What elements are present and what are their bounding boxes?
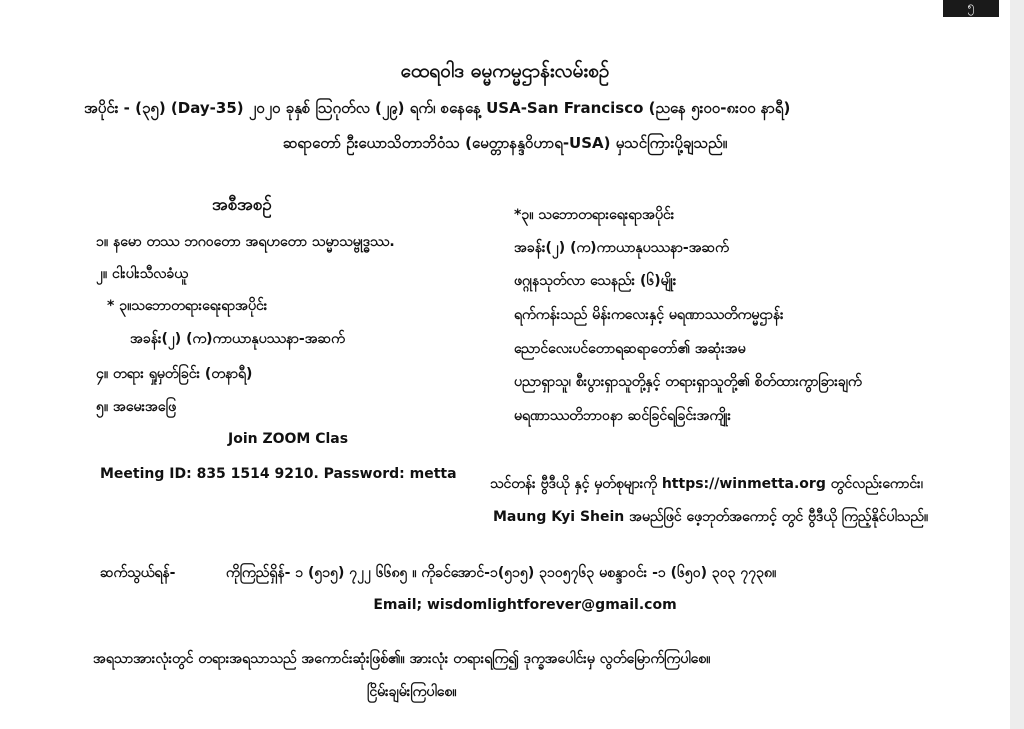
- agenda-item: ၄။ တရား ရှုမှတ်ခြင်း (တနာရီ): [96, 366, 253, 382]
- dhamma-line: ပညာရှာသူ၊ စီးပွားရှာသူတို့နှင့် တရားရှာသူတို့၏ စိတ်ထားကွာခြားချက်: [514, 374, 862, 390]
- agenda-item: ၅။ အမေးအဖြေ: [96, 399, 177, 415]
- teacher-info: ဆရာတော် ဦးယောသိတာဘိဝံသ (မေတ္တာနန္ဒဝိဟာရ-USA) မှသင်ကြားပို့ချသည်။: [282, 134, 728, 152]
- website-line: သင်တန်း ဗွီဒီယို နှင့် မှတ်စုများကို https://winmetta.org တွင်လည်းကောင်း၊: [490, 476, 923, 492]
- agenda-item: ၁။ နမော တဿ ဘဂဝတော အရဟတော သမ္မာသမ္ဗုဒ္ဓဿ.: [96, 234, 395, 250]
- contact-label: ဆက်သွယ်ရန်-: [100, 565, 176, 581]
- dhamma-line: ညောင်လေးပင်တောရဆရာတော်၏ အဆုံးအမ: [514, 341, 746, 357]
- document-title: ထေရဝါဒ ဓမ္မကမ္မဌာန်းလမ်းစဉ်: [400, 60, 610, 82]
- agenda-item: * ၃။သဘောတရားရေးရာအပိုင်း: [107, 298, 268, 314]
- contact-email: Email; wisdomlightforever@gmail.com: [373, 597, 677, 613]
- session-info: အပိုင်း - (၃၅) (Day-35) ၂၀၂၀ ခုနှစ် ဩဂုတ်လ (၂၉) ရက်၊ စနေနေ့ USA-San Francisco (ညနေ ၅း၀၀-၈း၀၀ နာရီ): [84, 99, 791, 117]
- closing-wish: ငြိမ်းချမ်းကြပါစေ။: [367, 684, 457, 700]
- page-number-badge: ၅: [943, 0, 999, 17]
- closing-blessing: အရသာအားလုံးတွင် တရားအရသာသည် အကောင်းဆုံးဖြစ်၏။ အားလုံး တရားရကြ၍ ဒုက္ခအပေါင်းမှ လွတ်မြောက်ကြပါစေ။: [93, 651, 711, 667]
- zoom-join: Join ZOOM Clas: [228, 431, 349, 447]
- zoom-meeting-info: Meeting ID: 835 1514 9210. Password: metta: [100, 466, 457, 482]
- dhamma-line: မရဏာဿတိဘာဝနာ ဆင်ခြင်ရခြင်းအကျိုး: [514, 408, 732, 424]
- contact-phones: ကိုကြည်ရှိန်- ၁ (၅၁၅) ၇၂၂ ၆၆၈၅ ။ ကိုခင်အောင်-၁(၅၁၅) ၃၁၀၅၇၆၃ မစန္ဒာဝင်း -၁ (၆၅၀) ၃၀၃ ၇၇၃၈။: [226, 565, 777, 581]
- dhamma-line: အခန်း(၂) (က)ကာယာနုပဿနာ-အဆက်: [514, 240, 729, 256]
- dhamma-line: *၃။ သဘောတရားရေးရာအပိုင်း: [514, 207, 675, 223]
- dhamma-line: ဖဂ္ဂုနသုတ်လာ သေနည်း (၆)မျိုး: [514, 273, 677, 289]
- facebook-line: Maung Kyi Shein အမည်ဖြင် ဖေ့ဘုတ်အကောင့် တွင် ဗွီဒီယို ကြည့်နိုင်ပါသည်။: [493, 509, 929, 525]
- agenda-item: ၂။ ငါးပါးသီလခံယူ: [96, 266, 188, 282]
- agenda-title: အစီအစဉ်: [212, 195, 272, 215]
- agenda-item: အခန်း(၂) (က)ကာယာနုပဿနာ-အဆက်: [130, 331, 345, 347]
- page-edge: [1010, 0, 1024, 729]
- dhamma-line: ရက်ကန်းသည် မိန်းကလေးနှင့် မရဏာဿတိကမ္မဌာန်း: [514, 307, 784, 323]
